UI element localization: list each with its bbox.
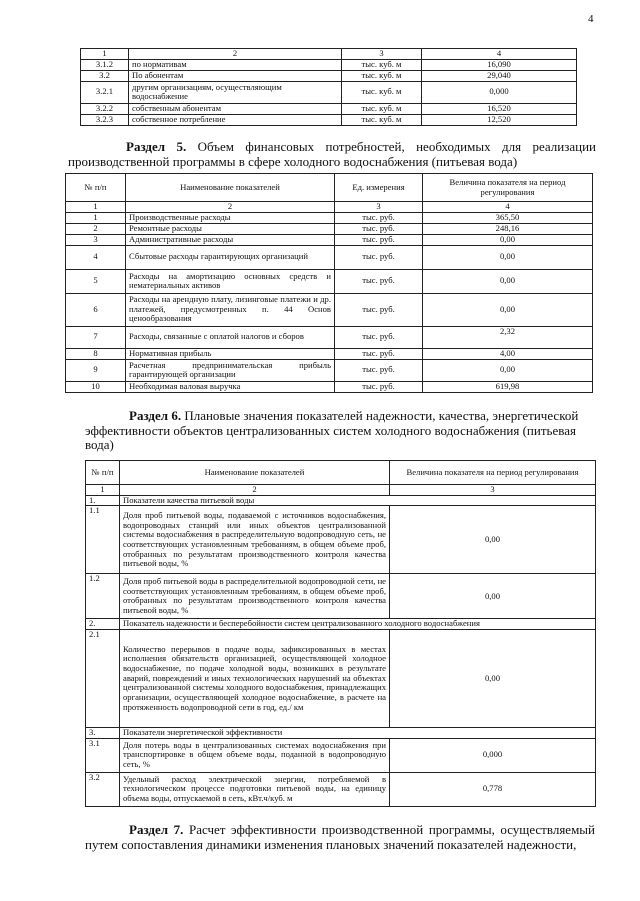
row-value: 248,16 [423,223,593,234]
row-unit: тыс. руб. [335,359,423,381]
col-number: 3 [342,49,422,60]
row-id: 3.1 [86,738,120,772]
table-row [86,506,596,574]
row-name: другим организациям, осуществляющим водоснабжение [129,81,342,103]
row-id: 10 [66,381,126,392]
row-id: 3.2.3 [81,114,129,125]
row-name: по нормативам [129,59,342,70]
row-name: Расчетная предпринимательская прибыль гарантирующей организации [126,359,335,381]
row-unit: тыс. куб. м [342,70,422,81]
row-value: 12,520 [422,114,577,125]
row-id: 3 [66,234,126,245]
table-row [66,381,593,392]
col-header: Ед. измерения [335,174,423,202]
row-id: 7 [66,326,126,348]
col-number: 2 [126,202,335,213]
group-number: 2. [86,619,120,630]
row-id: 4 [66,245,126,269]
table-header-row [81,49,577,60]
row-value: 0,00 [390,506,596,574]
row-name: Доля проб питьевой воды в распределительной водопроводной сети, не соответствующих установленным требованиям, в общем объеме проб, отобранных по результатам производственного контроля качества питьевой воды, % [120,574,390,619]
row-id: 9 [66,359,126,381]
row-unit: тыс. куб. м [342,59,422,70]
col-header: Наименование показателей [120,461,390,485]
col-number: 3 [390,485,596,496]
group-title: Показатели качества питьевой воды [120,495,596,506]
row-name: Доля проб питьевой воды, подаваемой с источников водоснабжения, водопроводных станций или иных объектов централизованной системы водоснабжения в распределительную водопроводную сеть, не соответствующих установленным требованиям, в общем объеме проб, отобранных по результатам производственного контроля качества питьевой воды, % [120,506,390,574]
col-number: 1 [81,49,129,60]
row-unit: тыс. руб. [335,326,423,348]
row-value: 0,00 [423,269,593,293]
table-header-row [86,461,596,485]
row-unit: тыс. руб. [335,269,423,293]
section-7-title: Расчет эффективности производственной программы, осуществляемый путем сопоставления динамики изменения плановых значений показателей надежности, [85,822,595,852]
section-5-label: Раздел 5. [126,139,187,154]
row-unit: тыс. руб. [335,212,423,223]
table-row [81,59,577,70]
row-value: 16,520 [422,103,577,114]
group-title: Показатели энергетической эффективности [120,728,596,739]
row-value: 0,778 [390,772,596,806]
table-row [86,772,596,806]
row-name: собственным абонентам [129,103,342,114]
table-row [66,234,593,245]
table-number-row [86,485,596,496]
row-name: Расходы, связанные с оплатой налогов и сборов [126,326,335,348]
row-name: Необходимая валовая выручка [126,381,335,392]
row-value: 0,00 [423,245,593,269]
group-title: Показатель надежности и бесперебойности систем централизованного холодного водоснабжения [120,619,596,630]
col-header: № п/п [66,174,126,202]
group-number: 1. [86,495,120,506]
row-name: Количество перерывов в подаче воды, зафиксированных в местах исполнения обязательств организацией, осуществляющей холодное водоснабжение, по подаче холодной воды, возникших в результате аварий, повреждений и иных технологических нарушений на объектах централизованной системы холодного водоснабжения, принадлежащих организации, осуществляющей холодное водоснабжение, в расчете на протяженность водопроводной сети в год, ед./ км [120,630,390,728]
table-row [66,212,593,223]
indicators-table [85,460,596,807]
row-value: 0,000 [422,81,577,103]
row-name: Расходы на амортизацию основных средств и нематериальных активов [126,269,335,293]
col-header: Величина показателя на период регулирования [423,174,593,202]
table-row [66,293,593,326]
row-id: 3.2 [86,772,120,806]
row-value: 0,00 [423,359,593,381]
col-number: 2 [120,485,390,496]
row-value: 2,32 [423,326,593,348]
col-number: 1 [86,485,120,496]
col-header: Величина показателя на период регулирования [390,461,596,485]
row-id: 3.2 [81,70,129,81]
table-row [66,359,593,381]
row-unit: тыс. руб. [335,293,423,326]
row-value: 0,000 [390,738,596,772]
row-id: 8 [66,348,126,359]
col-header: № п/п [86,461,120,485]
row-id: 1 [66,212,126,223]
table-row [81,70,577,81]
section-6-heading [85,409,595,453]
row-id: 5 [66,269,126,293]
col-number: 1 [66,202,126,213]
col-number: 3 [335,202,423,213]
section-7-label: Раздел 7. [129,822,184,837]
financial-needs-table [65,173,593,393]
group-row [86,728,596,739]
row-name: Административные расходы [126,234,335,245]
table-row [66,269,593,293]
col-number: 2 [129,49,342,60]
row-id: 1.1 [86,506,120,574]
col-number: 4 [422,49,577,60]
row-value: 0,00 [423,234,593,245]
col-header: Наименование показателей [126,174,335,202]
row-name: собственное потребление [129,114,342,125]
row-unit: тыс. куб. м [342,103,422,114]
row-id: 2.1 [86,630,120,728]
row-unit: тыс. куб. м [342,81,422,103]
section-5-heading [68,140,596,169]
row-unit: тыс. руб. [335,381,423,392]
row-value: 29,040 [422,70,577,81]
row-id: 2 [66,223,126,234]
table-row [86,574,596,619]
water-volume-table [80,48,577,126]
group-row [86,619,596,630]
table-number-row [66,202,593,213]
row-value: 0,00 [390,630,596,728]
table-row [81,103,577,114]
row-name: По абонентам [129,70,342,81]
row-name: Доля потерь воды в централизованных системах водоснабжения при транспортировке в общем объеме воды, поданной в водопроводную сеть, % [120,738,390,772]
group-row [86,495,596,506]
row-id: 1.2 [86,574,120,619]
table-row [81,81,577,103]
row-unit: тыс. руб. [335,223,423,234]
row-name: Удельный расход электрической энергии, потребляемой в технологическом процессе подготовки питьевой воды, на единицу объема воды, отпускаемой в сеть, кВт.ч/куб. м [120,772,390,806]
table-row [86,738,596,772]
row-value: 619,98 [423,381,593,392]
row-value: 4,00 [423,348,593,359]
table-row [86,630,596,728]
table-row [81,114,577,125]
section-7-heading [85,823,595,852]
col-number: 4 [423,202,593,213]
row-value: 365,50 [423,212,593,223]
row-unit: тыс. куб. м [342,114,422,125]
group-number: 3. [86,728,120,739]
table-header-row [66,174,593,202]
row-name: Нормативная прибыль [126,348,335,359]
section-6-label: Раздел 6. [129,408,182,423]
row-id: 3.2.2 [81,103,129,114]
row-id: 6 [66,293,126,326]
row-name: Сбытовые расходы гарантирующих организаций [126,245,335,269]
row-unit: тыс. руб. [335,245,423,269]
page-number: 4 [588,13,594,25]
row-id: 3.2.1 [81,81,129,103]
row-unit: тыс. руб. [335,234,423,245]
row-name: Расходы на арендную плату, лизинговые платежи и др. платежей, предусмотренных п. 44 Основ ценообразования [126,293,335,326]
row-value: 16,090 [422,59,577,70]
row-unit: тыс. руб. [335,348,423,359]
table-row [66,326,593,348]
table-row [66,348,593,359]
section-5-title: Объем финансовых потребностей, необходимых для реализации производственной программы в сфере холодного водоснабжения (питьевая вода) [68,139,596,169]
row-name: Производственные расходы [126,212,335,223]
table-row [66,223,593,234]
row-value: 0,00 [390,574,596,619]
row-name: Ремонтные расходы [126,223,335,234]
row-value: 0,00 [423,293,593,326]
section-6-title: Плановые значения показателей надежности, качества, энергетической эффективности объектов централизованных систем холодного водоснабжения (питьевая вода) [85,408,579,452]
table-row [66,245,593,269]
row-id: 3.1.2 [81,59,129,70]
